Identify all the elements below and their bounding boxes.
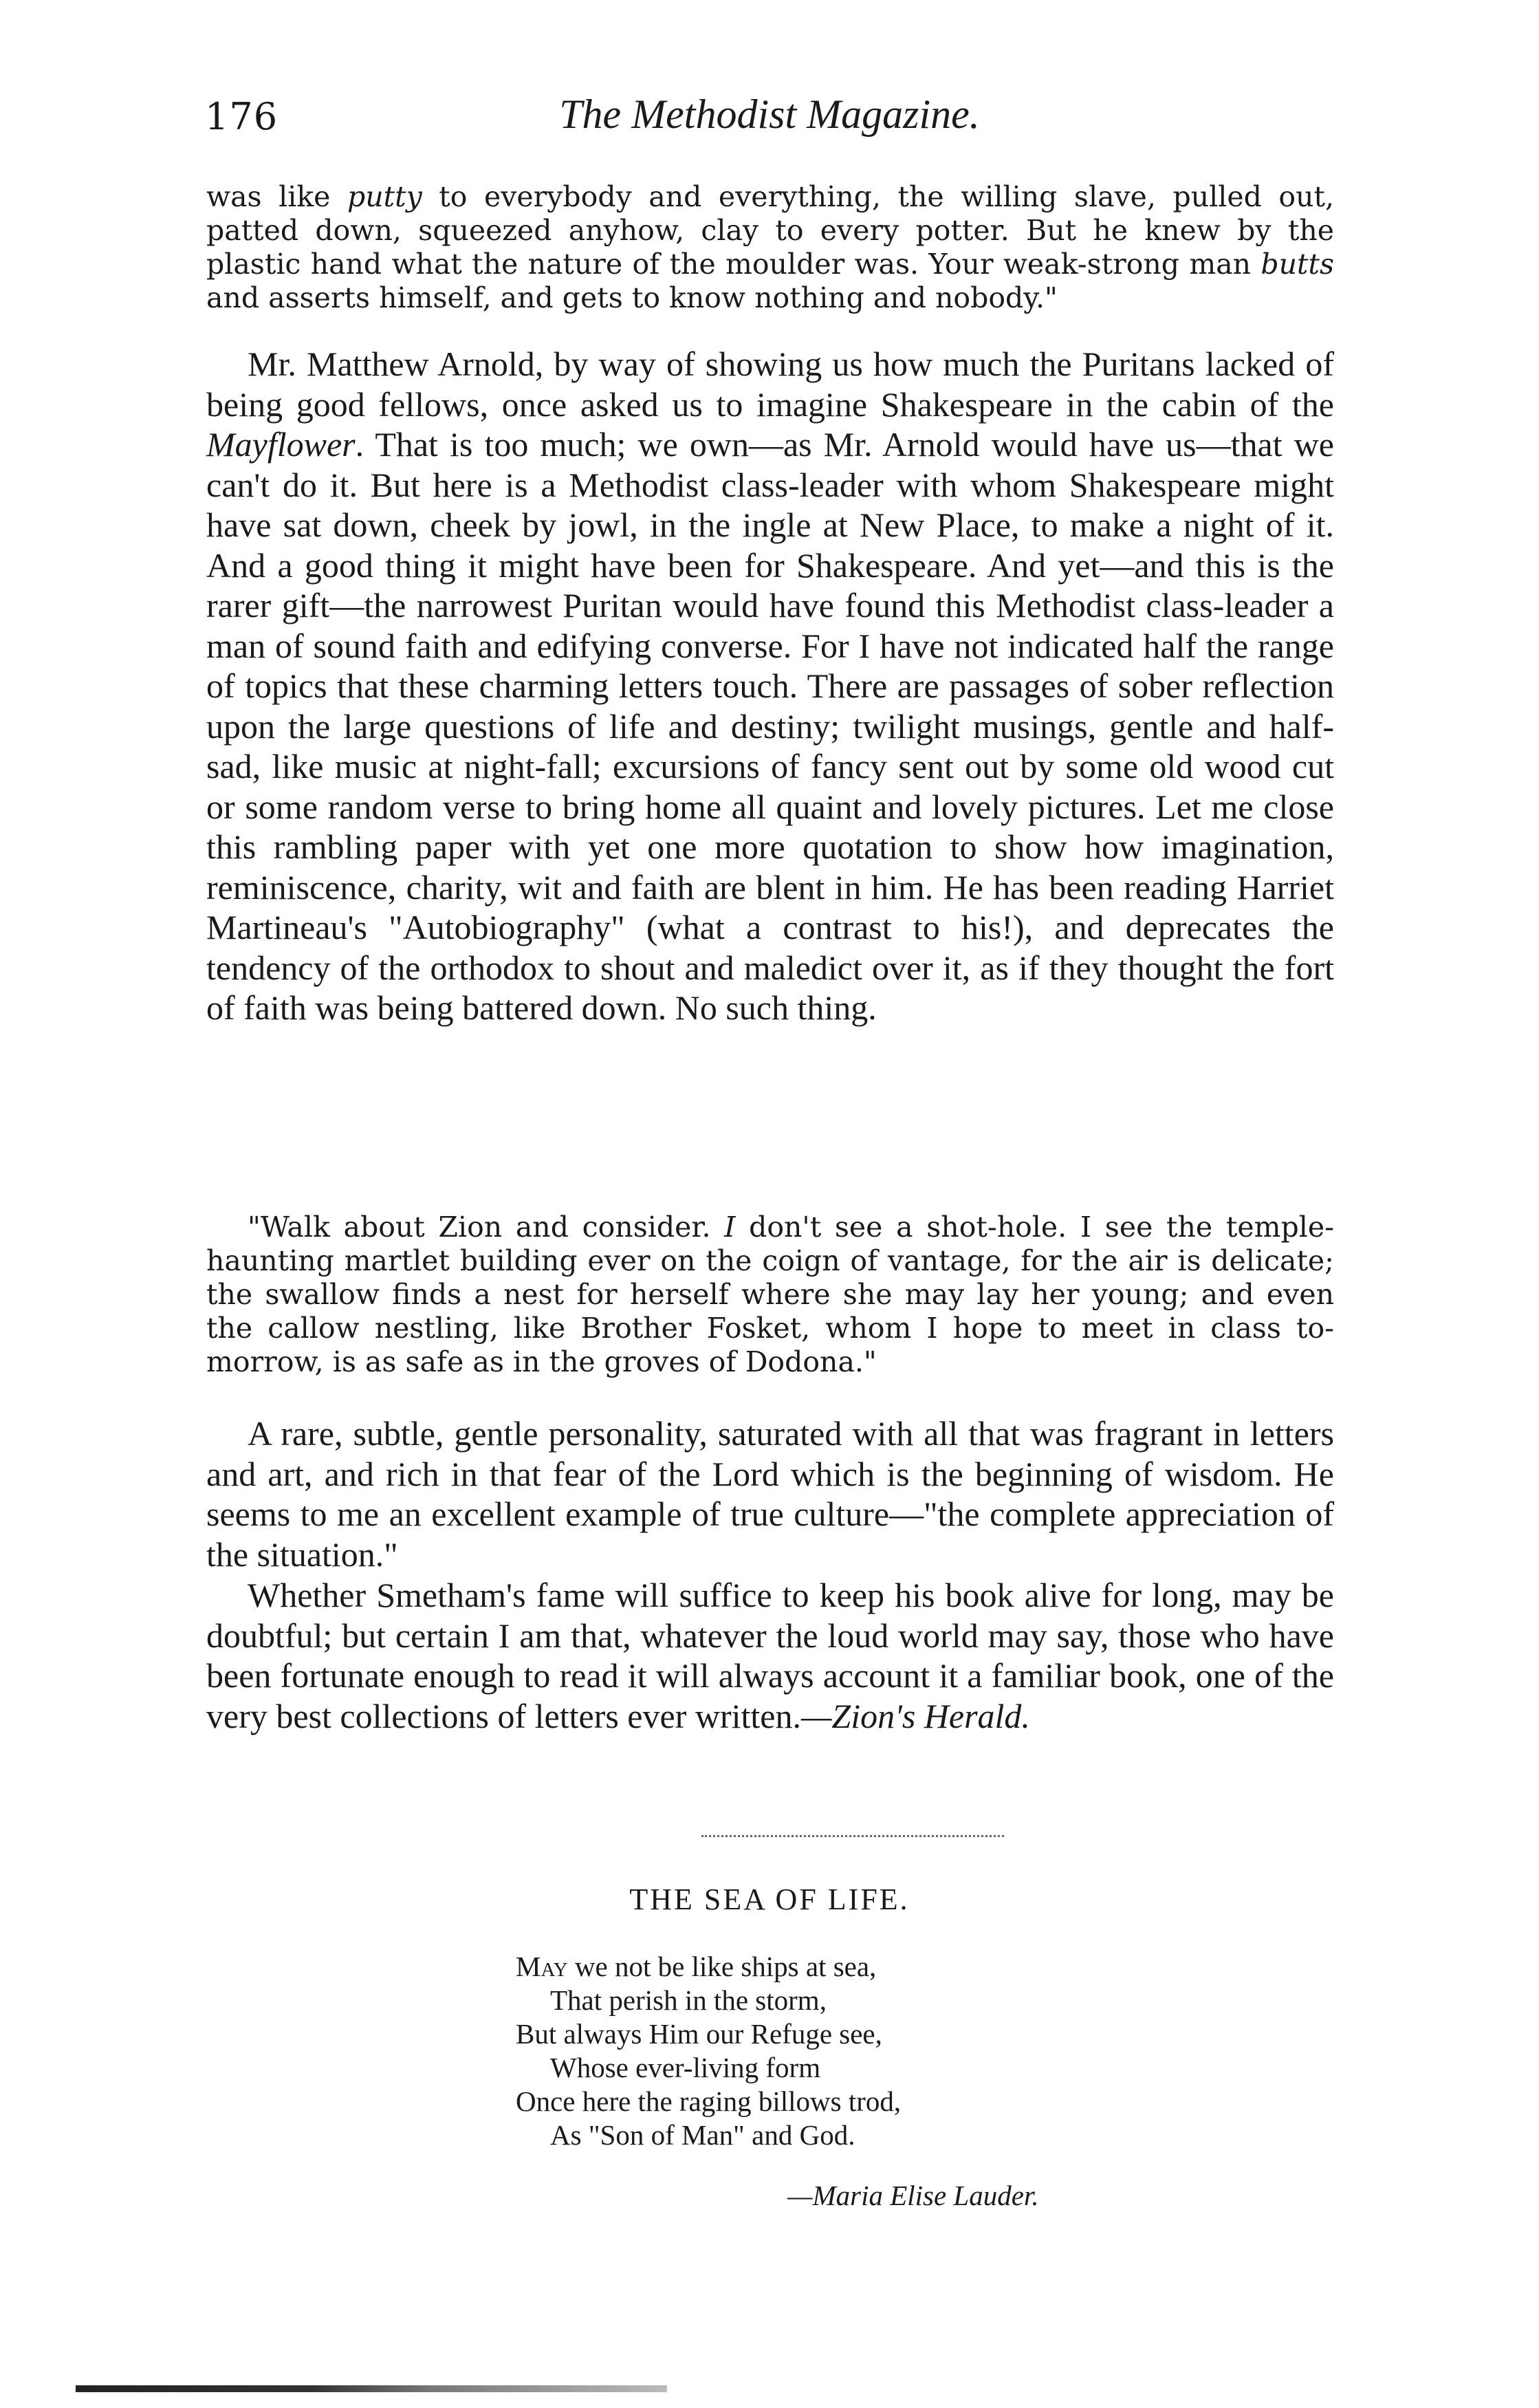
para1-text-a: Mr. Matthew Arnold, by way of showing us how much the Puritans lacked of being good fellows, once asked us to imagine Shakespeare in the cabin of the <box>206 345 1334 424</box>
scan-edge-mark <box>76 2385 667 2392</box>
poem-line-3: But always Him our Refuge see, <box>516 2018 882 2050</box>
quote2-text-a: "Walk about Zion and consider. <box>248 1211 725 1244</box>
poem <box>516 1950 901 2152</box>
para3-text: Whether Smetham's fame will suffice to keep his book alive for long, may be doubtful; but certain I am that, whatever the loud world may say, those who have been fortunate enough to read it will always account it a familiar book, one of the very best collections of letters ever written. <box>206 1576 1334 1735</box>
poem-line-1-rest: we not be like ships at sea, <box>567 1951 877 1982</box>
poem-line-2: That perish in the storm, <box>550 1984 827 2016</box>
citation-zions-herald: —Zion's Herald. <box>800 1696 1030 1735</box>
quote2-text-b: don't see a shot-hole. I see the temple-haunting martlet building ever on the coign of vantage, for the air is delicate; the swallow finds a nest for herself where she may lay her young; and even the callow nestling, like Brother Fosket, whom I hope to meet in class to-morrow, is as safe as in the groves of Dodona." <box>206 1211 1334 1378</box>
quote-continuation <box>206 180 1334 315</box>
paragraph-smetham <box>206 1575 1334 1736</box>
page-number: 176 <box>205 95 279 138</box>
para2-text: A rare, subtle, gentle personality, saturated with all that was fragrant in letters and art, and rich in that fear of the Lord which is the beginning of wisdom. He seems to me an excellent example of true culture—"the complete appreciation of the situation." <box>206 1414 1334 1574</box>
poem-line-1 <box>516 1950 901 1984</box>
quote2-i: I <box>724 1211 736 1244</box>
poem-first-word: May <box>516 1951 568 1982</box>
running-title: The Methodist Magazine. <box>559 91 980 137</box>
quote1-text-b: to everybody and everything, the willing slave, pulled out, patted down, squeezed anyhow, clay to every potter. But he knew by the plastic hand what the nature of the moulder was. Your weak-strong man <box>206 180 1335 281</box>
poem-line-4: Whose ever-living form <box>550 2052 821 2083</box>
paragraph-arnold <box>206 344 1334 1028</box>
section-divider <box>701 1835 1004 1839</box>
para1-mayflower: Mayflower <box>206 425 356 464</box>
poem-line-5: Once here the raging billows trod, <box>516 2085 902 2117</box>
poem-line-6: As "Son of Man" and God. <box>550 2119 855 2151</box>
paragraph-personality <box>206 1413 1334 1574</box>
para1-text-b: . That is too much; we own—as Mr. Arnold would have us—that we can't do it. But here is a Methodist class-leader with whom Shakespeare might have sat down, cheek by jowl, in the ingle at New Place, to make a night of it. And a good thing it might have been for Shakespeare. And yet—and this is the rarer gift—the narrowest Puritan would have found this Methodist class-leader a man of sound faith and edifying converse. For I have not indicated half the range of topics that these charming letters touch. There are passages of sober reflection upon the large questions of life and destiny; twilight musings, gentle and half-sad, like music at night-fall; excursions of fancy sent out by some old wood cut or some random verse to bring home all quaint and lovely pictures. Let me close this rambling paper with yet one more quotation to show how imagination, reminiscence, charity, wit and faith are blent in him. He has been reading Harriet Martineau's "Autobiography" (what a contrast to his!), and deprecates the tendency of the orthodox to shout and maledict over it, as if they thought the fort of faith was being battered down. No such thing. <box>206 425 1334 1027</box>
poem-attribution: —Maria Elise Lauder. <box>787 2180 1039 2211</box>
poem-title: THE SEA OF LIFE. <box>629 1883 910 1916</box>
quote1-text-c: and asserts himself, and gets to know nothing and nobody." <box>206 281 1058 314</box>
quote-zion <box>206 1211 1334 1379</box>
quote1-text-a: was like <box>206 180 347 213</box>
quote1-butts: butts <box>1260 248 1334 281</box>
quote1-putty: putty <box>347 180 422 213</box>
